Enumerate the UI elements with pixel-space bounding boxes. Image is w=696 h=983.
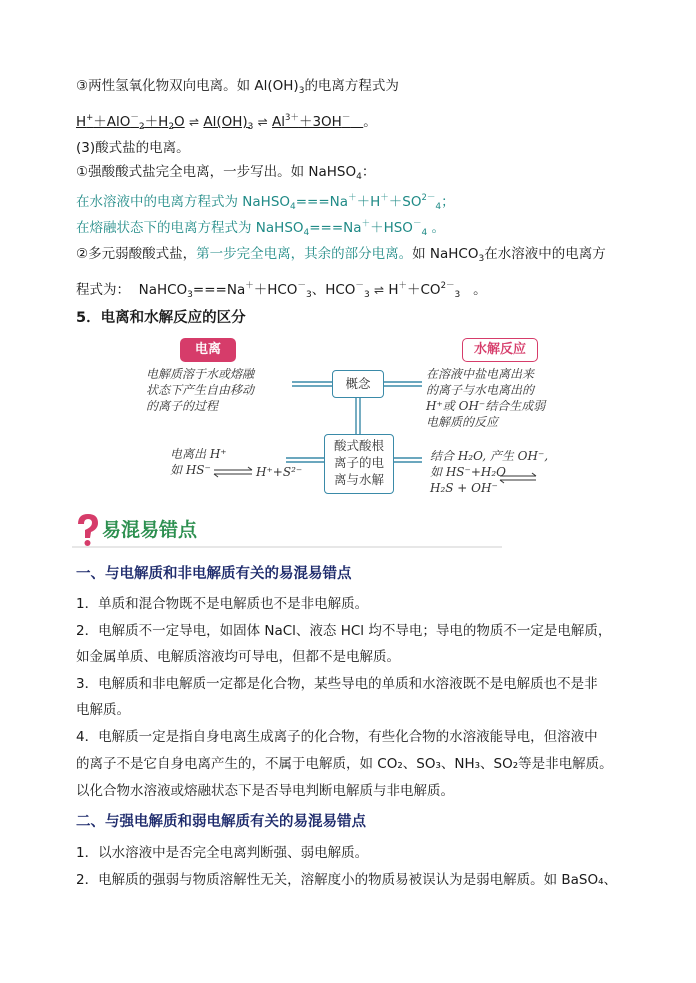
ionization-product: H⁺+S²⁻ [256,465,303,479]
tag-ionization: 电离 [180,338,236,362]
equilibrium-icon: ⇌ [188,115,200,129]
line-aqueous-ionization: 在水溶液中的电离方程式为 $NaHSO_4===Na^++H^++SO^{2-}_4$； [76,193,455,212]
ionization-definition: 电解质溶于水或熔融 状态下产生自由移动 的离子的过程 [146,367,255,413]
part2-heading: 二、与强电解质和弱电解质有关的易混易错点 [76,814,366,830]
part2-p1: 1．以水溶液中是否完全电离判断强、弱电解质。 [76,845,369,861]
part1-p1: 1．单质和混合物既不是电解质也不是非电解质。 [76,596,369,612]
part1-p4b: 的离子不是它自身电离产生的，不属于电解质，如 CO₂、SO₃、NH₃、SO₂等是非电解质。 [76,756,613,772]
hydrolysis-definition: 在溶液中盐电离出来 的离子与水电离出的 H⁺或 OH⁻结合生成弱 电解质的反应 [426,367,546,429]
part1-p2b: 如金属单质、电解质溶液均可导电，但都不是电解质。 [76,649,400,665]
text: 3 [298,86,305,96]
line-molten-ionization: 在熔融状态下的电离方程式为 $NaHSO_4===Na^++HSO^-_4$ 。 [76,219,445,238]
line-acid-salt: (3)酸式盐的电离。 [76,140,190,156]
part1-p3b: 电解质。 [76,702,130,718]
tag-hydrolysis: 水解反应 [462,338,538,362]
text: ③两性氢氧化物双向电离。如 Al(OH) [76,78,299,94]
line-amphoteric [76,76,399,101]
section5-title: 5．电离和水解反应的区分 [76,310,246,326]
banner-confusing-points [72,512,502,548]
concept-box: 概念 [332,370,384,398]
eq-right: $Al^{3+}+3OH^-$ [272,113,351,130]
part1-p3a: 3．电解质和非电解质一定都是化合物，某些导电的单质和水溶液既不是电解质也不是非 [76,676,598,692]
part1-heading: 一、与电解质和非电解质有关的易混易错点 [76,566,352,582]
line-strong-acid-salt: ①强酸酸式盐完全电离，一步写出。如 NaHSO$_4$： [76,164,376,182]
text: 的电离方程式为 [304,78,399,94]
part1-p4a: 4．电解质一定是指自身电离生成离子的化合物，有些化合物的水溶液能导电，但溶液中 [76,729,598,745]
eq-left: $H^++AlO^-_2+H_2O$ [76,113,185,132]
ionization-example: 电离出 H⁺ 如 HS⁻ [170,447,227,477]
ionization-hydrolysis-diagram [140,336,560,496]
hydrolysis-example: 结合 H₂O, 产生 OH⁻, 如 HS⁻+H₂O H₂S + OH⁻ [430,449,549,495]
eq-mid: $Al(OH)_3$ [203,114,254,132]
equation-aloh3: $H^++AlO^-_2+H_2O$ ⇌ $Al(OH)_3$ ⇌ $Al^{3+}+3OH^-$ 。 [76,113,377,132]
line-nahco3-equation: 程式为： $NaHCO_3===Na^++HCO^-_3$、$HCO^-_3$ ⇌ $H^++CO^{2-}_3$ 。 [76,281,487,300]
part2-p2: 2．电解质的强弱与物质溶解性无关，溶解度小的物质易被误认为是弱电解质。如 BaSO₄、 [76,872,618,888]
acid-salt-box: 酸式酸根 离子的电 离与水解 [324,434,394,494]
banner-title: 易混易错点 [102,519,198,541]
part1-p4c: 以化合物水溶液或熔融状态下是否导电判断电解质与非电解质。 [76,783,454,799]
equilibrium-icon: ⇌ [373,283,385,297]
equilibrium-icon: ⇌ [257,115,268,129]
line-weak-acid-salt: ②多元弱酸酸式盐，第一步完全电离，其余的部分电离。如 NaHCO$_3$在水溶液中的电离方 [76,246,606,264]
part1-p2a: 2．电解质不一定导电，如固体 NaCl、液态 HCl 均不导电；导电的物质不一定是电解质， [76,623,612,639]
